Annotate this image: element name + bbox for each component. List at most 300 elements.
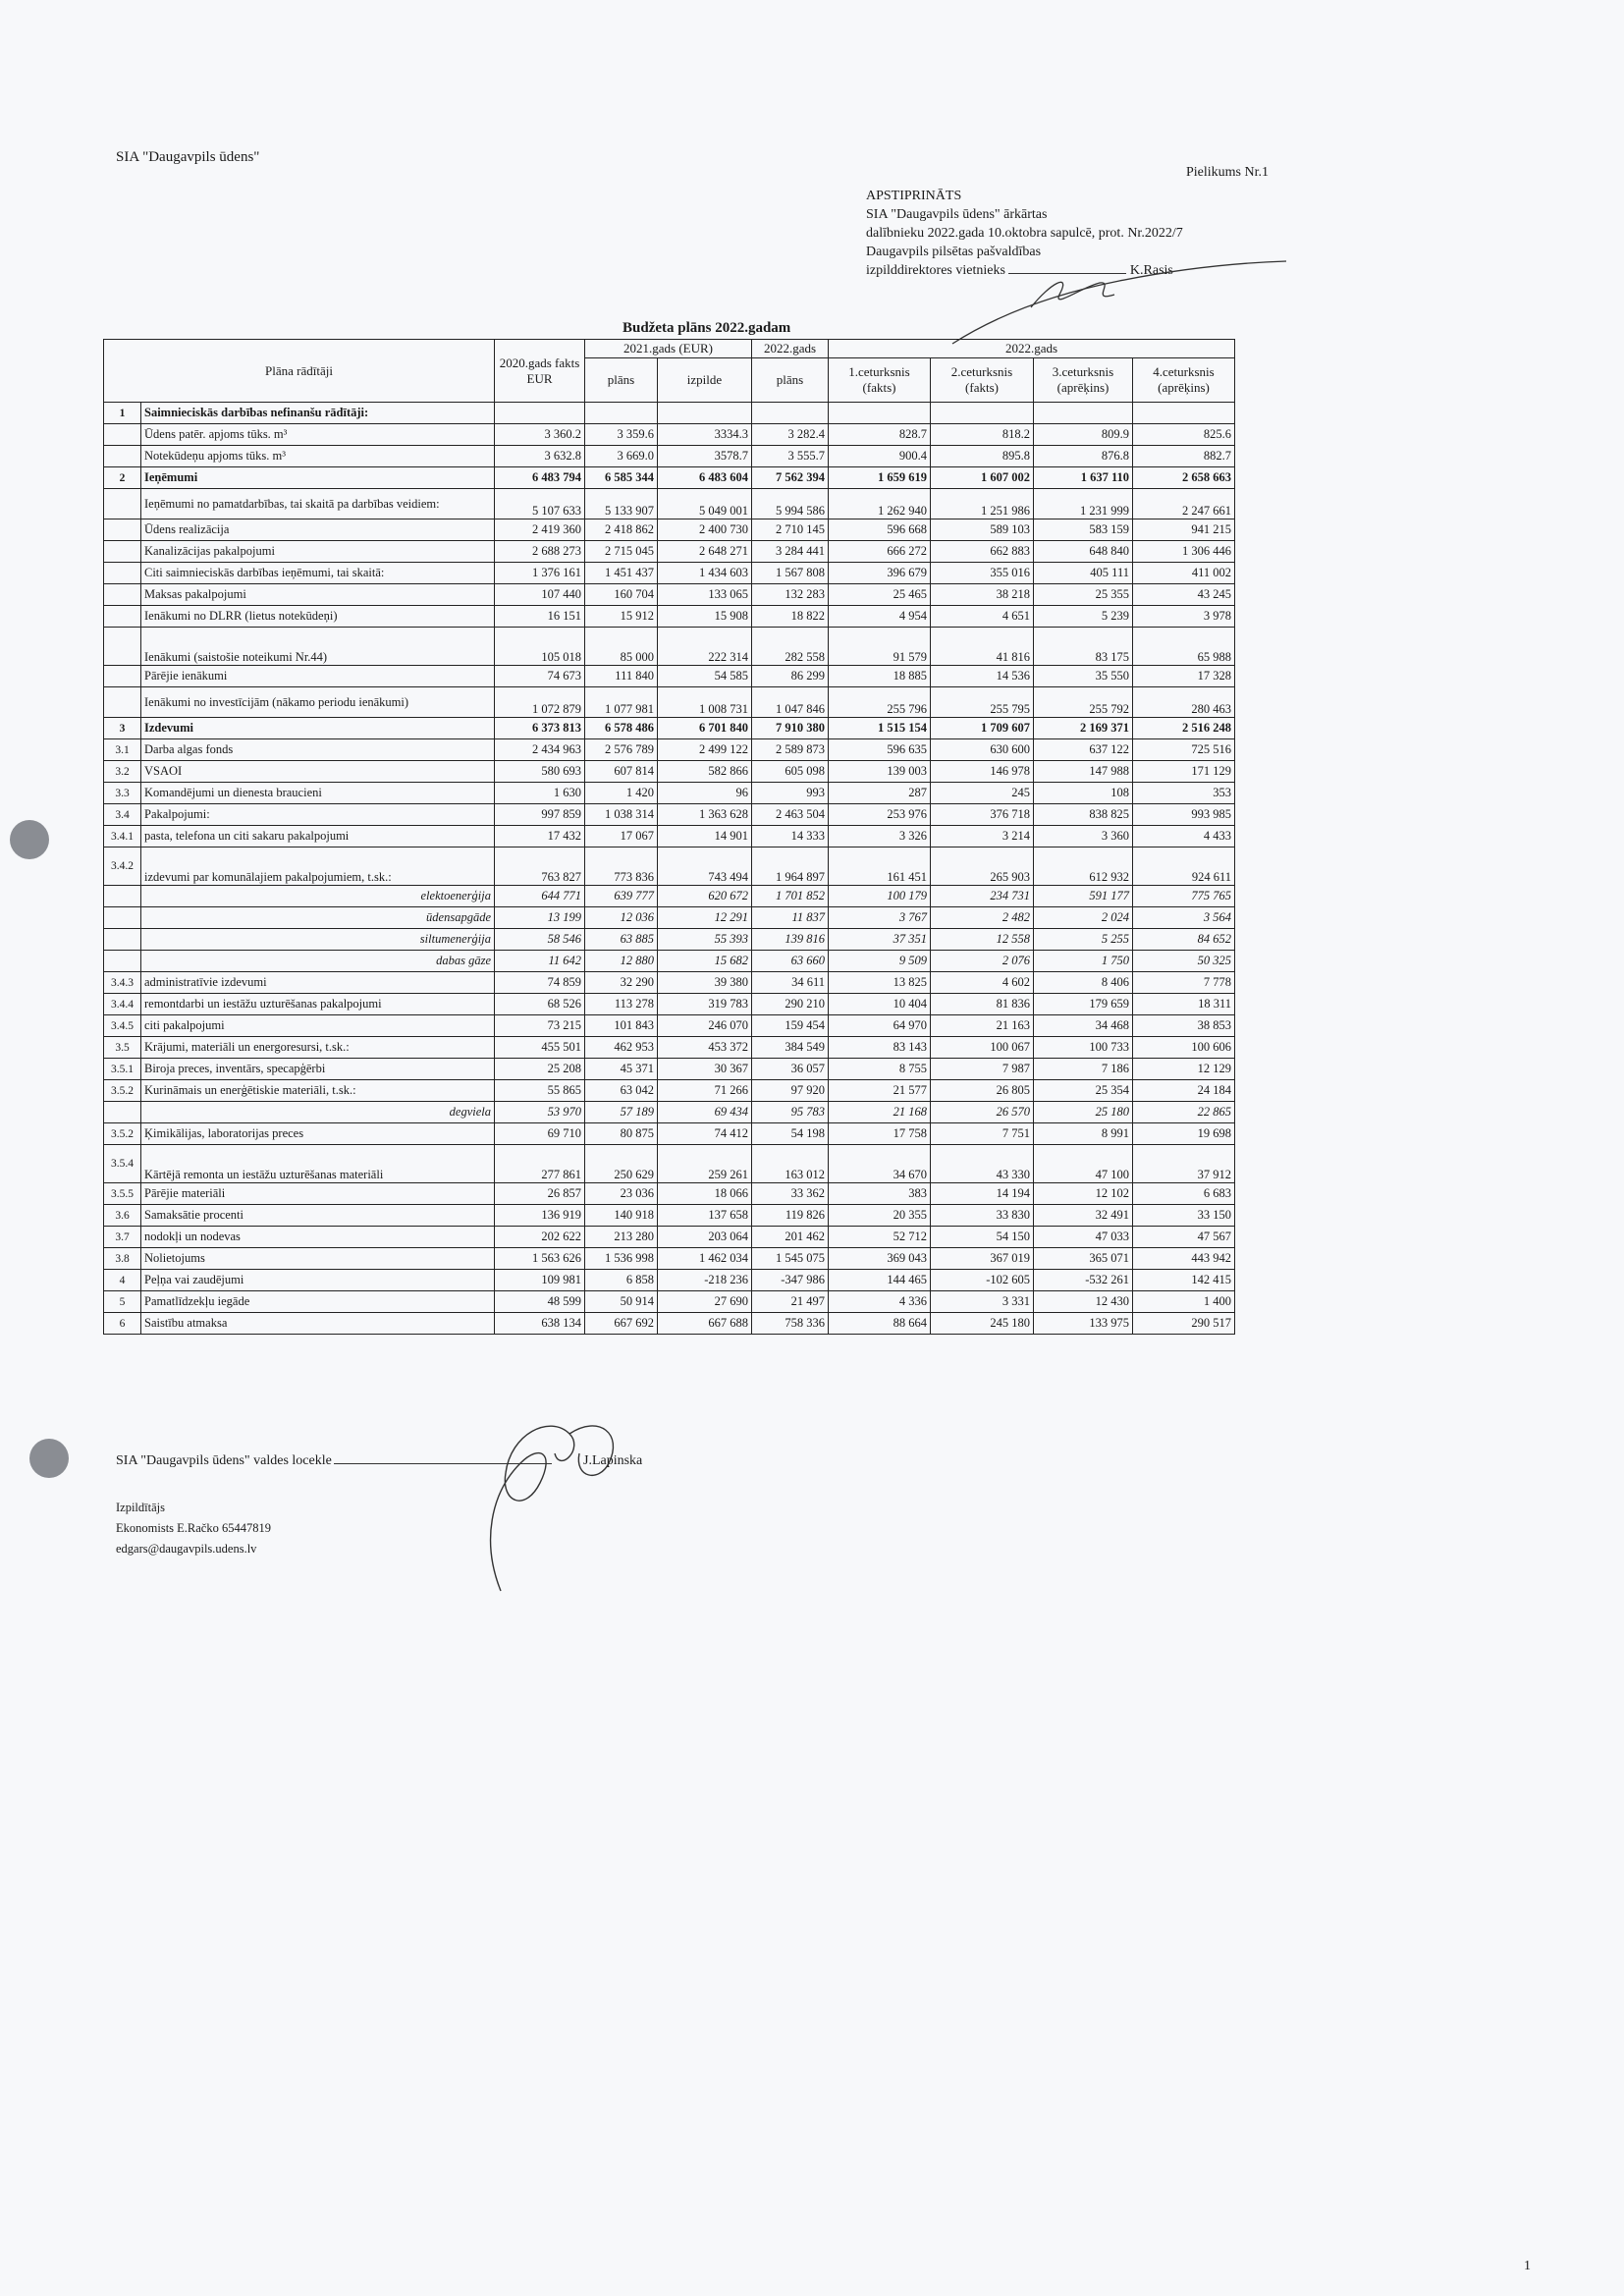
cell-value: 582 866: [658, 761, 752, 783]
cell-value: 644 771: [495, 886, 585, 907]
cell-value: 18 885: [829, 666, 931, 687]
cell-value: 405 111: [1034, 563, 1133, 584]
cell-value: 1 038 314: [585, 804, 658, 826]
cell-value: 763 827: [495, 847, 585, 886]
row-number: 3.7: [104, 1227, 141, 1248]
cell-value: 96: [658, 783, 752, 804]
cell-value: 630 600: [931, 739, 1034, 761]
cell-value: 11 837: [752, 907, 829, 929]
row-number: 3.5: [104, 1037, 141, 1059]
cell-value: 3 555.7: [752, 446, 829, 467]
row-number: [104, 886, 141, 907]
cell-value: 201 462: [752, 1227, 829, 1248]
cell-value: 160 704: [585, 584, 658, 606]
cell-value: 34 670: [829, 1145, 931, 1183]
row-number: [104, 929, 141, 951]
cell-value: 203 064: [658, 1227, 752, 1248]
cell-value: 1 563 626: [495, 1248, 585, 1270]
row-label: Ieņēmumi: [141, 467, 495, 489]
table-row: [104, 1080, 1235, 1102]
row-number: [104, 1102, 141, 1123]
cell-value: 396 679: [829, 563, 931, 584]
cell-value: 45 371: [585, 1059, 658, 1080]
executor-title: Izpildītājs: [116, 1501, 165, 1514]
cell-value: [752, 403, 829, 424]
page-mark: 1: [1524, 2259, 1531, 2273]
cell-value: 36 057: [752, 1059, 829, 1080]
cell-value: 25 355: [1034, 584, 1133, 606]
cell-value: 65 988: [1133, 628, 1235, 666]
cell-value: 290 210: [752, 994, 829, 1015]
approval-signature-mark: [943, 253, 1296, 352]
cell-value: 14 536: [931, 666, 1034, 687]
table-row: [104, 1015, 1235, 1037]
cell-value: 453 372: [658, 1037, 752, 1059]
row-label: nodokļi un nodevas: [141, 1227, 495, 1248]
header-2022-quarters-year: 2022.gads: [829, 340, 1235, 358]
row-label: Pārējie materiāli: [141, 1183, 495, 1205]
cell-value: 11 642: [495, 951, 585, 972]
cell-value: 25 465: [829, 584, 931, 606]
cell-value: 1 567 808: [752, 563, 829, 584]
cell-value: 1 077 981: [585, 687, 658, 718]
cell-value: 2 648 271: [658, 541, 752, 563]
budget-title: Budžeta plāns 2022.gadam: [623, 320, 791, 336]
cell-value: 18 822: [752, 606, 829, 628]
cell-value: -102 605: [931, 1270, 1034, 1291]
row-number: [104, 687, 141, 718]
board-member-name: J.Lapinska: [583, 1453, 643, 1468]
cell-value: 3 331: [931, 1291, 1034, 1313]
cell-value: 773 836: [585, 847, 658, 886]
cell-value: 80 875: [585, 1123, 658, 1145]
cell-value: 55 393: [658, 929, 752, 951]
row-number: 5: [104, 1291, 141, 1313]
cell-value: 455 501: [495, 1037, 585, 1059]
row-label: Krājumi, materiāli un energoresursi, t.sk.:: [141, 1037, 495, 1059]
row-number: [104, 584, 141, 606]
cell-value: 222 314: [658, 628, 752, 666]
cell-value: 63 660: [752, 951, 829, 972]
cell-value: 2 576 789: [585, 739, 658, 761]
row-label: Ienākumi no DLRR (lietus notekūdeņi): [141, 606, 495, 628]
cell-value: 133 065: [658, 584, 752, 606]
board-member-label: SIA "Daugavpils ūdens" valdes locekle: [116, 1453, 332, 1468]
cell-value: 2 419 360: [495, 519, 585, 541]
cell-value: 95 783: [752, 1102, 829, 1123]
cell-value: 63 042: [585, 1080, 658, 1102]
cell-value: 163 012: [752, 1145, 829, 1183]
header-2021: 2021.gads (EUR): [585, 340, 752, 358]
cell-value: 7 910 380: [752, 718, 829, 739]
row-number: [104, 628, 141, 666]
cell-value: 2 710 145: [752, 519, 829, 541]
row-number: 3.1: [104, 739, 141, 761]
row-label: degviela: [141, 1102, 495, 1123]
cell-value: 580 693: [495, 761, 585, 783]
cell-value: 1 545 075: [752, 1248, 829, 1270]
cell-value: 33 362: [752, 1183, 829, 1205]
cell-value: 137 658: [658, 1205, 752, 1227]
row-label: citi pakalpojumi: [141, 1015, 495, 1037]
cell-value: 4 433: [1133, 826, 1235, 847]
cell-value: 74 673: [495, 666, 585, 687]
cell-value: 255 795: [931, 687, 1034, 718]
cell-value: 12 430: [1034, 1291, 1133, 1313]
table-row: [104, 467, 1235, 489]
cell-value: 246 070: [658, 1015, 752, 1037]
cell-value: [931, 403, 1034, 424]
row-label: Saimnieciskās darbības nefinanšu rādītāji:: [141, 403, 495, 424]
cell-value: 25 180: [1034, 1102, 1133, 1123]
cell-value: 4 336: [829, 1291, 931, 1313]
table-row: [104, 994, 1235, 1015]
cell-value: 100 179: [829, 886, 931, 907]
cell-value: 63 885: [585, 929, 658, 951]
cell-value: 97 920: [752, 1080, 829, 1102]
header-2020: 2020.gads fakts EUR: [495, 340, 585, 403]
cell-value: 12 558: [931, 929, 1034, 951]
cell-value: 2 589 873: [752, 739, 829, 761]
cell-value: 280 463: [1133, 687, 1235, 718]
row-label: Pamatlīdzekļu iegāde: [141, 1291, 495, 1313]
cell-value: 21 577: [829, 1080, 931, 1102]
cell-value: 81 836: [931, 994, 1034, 1015]
cell-value: 2 434 963: [495, 739, 585, 761]
cell-value: 14 901: [658, 826, 752, 847]
table-row: [104, 886, 1235, 907]
cell-value: 775 765: [1133, 886, 1235, 907]
executor-contact: Ekonomists E.Račko 65447819: [116, 1521, 271, 1535]
cell-value: 758 336: [752, 1313, 829, 1335]
punch-hole: [29, 1439, 69, 1478]
cell-value: 171 129: [1133, 761, 1235, 783]
table-row: [104, 424, 1235, 446]
cell-value: 50 325: [1133, 951, 1235, 972]
cell-value: 605 098: [752, 761, 829, 783]
cell-value: 287: [829, 783, 931, 804]
row-label: Notekūdeņu apjoms tūks. m³: [141, 446, 495, 467]
cell-value: 583 159: [1034, 519, 1133, 541]
cell-value: 9 509: [829, 951, 931, 972]
table-row: [104, 1183, 1235, 1205]
cell-value: 86 299: [752, 666, 829, 687]
cell-value: 85 000: [585, 628, 658, 666]
cell-value: 667 692: [585, 1313, 658, 1335]
cell-value: 3334.3: [658, 424, 752, 446]
table-row: [104, 687, 1235, 718]
cell-value: 39 380: [658, 972, 752, 994]
row-number: 3.4.4: [104, 994, 141, 1015]
header-2022-plan-year: 2022.gads: [752, 340, 829, 358]
cell-value: 462 953: [585, 1037, 658, 1059]
cell-value: 22 865: [1133, 1102, 1235, 1123]
cell-value: 993: [752, 783, 829, 804]
cell-value: 1 434 603: [658, 563, 752, 584]
cell-value: [495, 403, 585, 424]
table-row: [104, 1123, 1235, 1145]
cell-value: 47 033: [1034, 1227, 1133, 1248]
cell-value: 161 451: [829, 847, 931, 886]
cell-value: 139 816: [752, 929, 829, 951]
cell-value: 159 454: [752, 1015, 829, 1037]
table-row: [104, 403, 1235, 424]
cell-value: 140 918: [585, 1205, 658, 1227]
cell-value: 369 043: [829, 1248, 931, 1270]
row-number: 4: [104, 1270, 141, 1291]
cell-value: 8 991: [1034, 1123, 1133, 1145]
table-row: [104, 826, 1235, 847]
cell-value: 376 718: [931, 804, 1034, 826]
row-number: 3.4: [104, 804, 141, 826]
row-number: 3.5.5: [104, 1183, 141, 1205]
cell-value: 19 698: [1133, 1123, 1235, 1145]
cell-value: 74 859: [495, 972, 585, 994]
row-label: Maksas pakalpojumi: [141, 584, 495, 606]
cell-value: 3 669.0: [585, 446, 658, 467]
cell-value: 34 611: [752, 972, 829, 994]
cell-value: 54 585: [658, 666, 752, 687]
table-row: [104, 1205, 1235, 1227]
row-number: 3.3: [104, 783, 141, 804]
cell-value: 47 100: [1034, 1145, 1133, 1183]
cell-value: 253 976: [829, 804, 931, 826]
cell-value: 245: [931, 783, 1034, 804]
cell-value: 17 432: [495, 826, 585, 847]
row-number: [104, 951, 141, 972]
cell-value: 3 214: [931, 826, 1034, 847]
cell-value: 596 668: [829, 519, 931, 541]
cell-value: 2 516 248: [1133, 718, 1235, 739]
row-number: [104, 446, 141, 467]
row-label: Komandējumi un dienesta braucieni: [141, 783, 495, 804]
cell-value: 12 102: [1034, 1183, 1133, 1205]
cell-value: 589 103: [931, 519, 1034, 541]
cell-value: 637 122: [1034, 739, 1133, 761]
cell-value: 250 629: [585, 1145, 658, 1183]
budget-table-body: [104, 403, 1235, 1335]
row-label: dabas gāze: [141, 951, 495, 972]
cell-value: 146 978: [931, 761, 1034, 783]
table-row: [104, 929, 1235, 951]
cell-value: 26 570: [931, 1102, 1034, 1123]
cell-value: 259 261: [658, 1145, 752, 1183]
cell-value: 17 067: [585, 826, 658, 847]
cell-value: 25 354: [1034, 1080, 1133, 1102]
row-number: [104, 907, 141, 929]
appendix-label: Pielikums Nr.1: [1186, 165, 1270, 180]
cell-value: 838 825: [1034, 804, 1133, 826]
cell-value: 10 404: [829, 994, 931, 1015]
row-label: Citi saimnieciskās darbības ieņēmumi, tai skaitā:: [141, 563, 495, 584]
table-row: [104, 1270, 1235, 1291]
approval-line: SIA "Daugavpils ūdens" ārkārtas: [866, 207, 1048, 222]
cell-value: 1 709 607: [931, 718, 1034, 739]
cell-value: 64 970: [829, 1015, 931, 1037]
cell-value: 91 579: [829, 628, 931, 666]
table-row: [104, 1145, 1235, 1183]
cell-value: 638 134: [495, 1313, 585, 1335]
cell-value: 1 376 161: [495, 563, 585, 584]
cell-value: 52 712: [829, 1227, 931, 1248]
table-row: [104, 446, 1235, 467]
cell-value: 648 840: [1034, 541, 1133, 563]
cell-value: 101 843: [585, 1015, 658, 1037]
cell-value: 37 912: [1133, 1145, 1235, 1183]
cell-value: 882.7: [1133, 446, 1235, 467]
cell-value: 667 688: [658, 1313, 752, 1335]
cell-value: 4 602: [931, 972, 1034, 994]
row-label: Ieņēmumi no pamatdarbības, tai skaitā pa darbības veidiem:: [141, 489, 495, 519]
cell-value: 2 076: [931, 951, 1034, 972]
cell-value: 202 622: [495, 1227, 585, 1248]
cell-value: 1 420: [585, 783, 658, 804]
table-row: [104, 584, 1235, 606]
cell-value: 71 266: [658, 1080, 752, 1102]
cell-value: 993 985: [1133, 804, 1235, 826]
row-label: Saistību atmaksa: [141, 1313, 495, 1335]
cell-value: -218 236: [658, 1270, 752, 1291]
table-row: [104, 628, 1235, 666]
cell-value: 234 731: [931, 886, 1034, 907]
cell-value: 900.4: [829, 446, 931, 467]
cell-value: 47 567: [1133, 1227, 1235, 1248]
cell-value: 119 826: [752, 1205, 829, 1227]
row-number: 6: [104, 1313, 141, 1335]
cell-value: 14 194: [931, 1183, 1034, 1205]
cell-value: 69 710: [495, 1123, 585, 1145]
cell-value: 58 546: [495, 929, 585, 951]
cell-value: 38 218: [931, 584, 1034, 606]
cell-value: 876.8: [1034, 446, 1133, 467]
cell-value: 255 792: [1034, 687, 1133, 718]
cell-value: 53 970: [495, 1102, 585, 1123]
cell-value: 43 330: [931, 1145, 1034, 1183]
table-row: [104, 804, 1235, 826]
cell-value: 282 558: [752, 628, 829, 666]
cell-value: 5 255: [1034, 929, 1133, 951]
cell-value: 43 245: [1133, 584, 1235, 606]
cell-value: 265 903: [931, 847, 1034, 886]
cell-value: 5 133 907: [585, 489, 658, 519]
cell-value: 809.9: [1034, 424, 1133, 446]
cell-value: 7 987: [931, 1059, 1034, 1080]
cell-value: 828.7: [829, 424, 931, 446]
row-number: 3: [104, 718, 141, 739]
cell-value: 12 291: [658, 907, 752, 929]
header-indicator: Plāna rādītāji: [104, 340, 495, 403]
row-label: Kanalizācijas pakalpojumi: [141, 541, 495, 563]
row-label: Samaksātie procenti: [141, 1205, 495, 1227]
cell-value: 319 783: [658, 994, 752, 1015]
table-row: [104, 489, 1235, 519]
cell-value: 662 883: [931, 541, 1034, 563]
executor-email: edgars@daugavpils.udens.lv: [116, 1542, 257, 1556]
row-label: Darba algas fonds: [141, 739, 495, 761]
cell-value: 15 912: [585, 606, 658, 628]
table-row: [104, 1037, 1235, 1059]
cell-value: 3 632.8: [495, 446, 585, 467]
row-label: Pakalpojumi:: [141, 804, 495, 826]
cell-value: 725 516: [1133, 739, 1235, 761]
row-label: pasta, telefona un citi sakaru pakalpojumi: [141, 826, 495, 847]
budget-table: [103, 339, 1235, 1335]
table-row: [104, 972, 1235, 994]
row-label: VSAOI: [141, 761, 495, 783]
cell-value: 5 049 001: [658, 489, 752, 519]
cell-value: 147 988: [1034, 761, 1133, 783]
cell-value: 1 072 879: [495, 687, 585, 718]
cell-value: 2 247 661: [1133, 489, 1235, 519]
cell-value: 1 047 846: [752, 687, 829, 718]
cell-value: 895.8: [931, 446, 1034, 467]
cell-value: 1 400: [1133, 1291, 1235, 1313]
cell-value: 12 880: [585, 951, 658, 972]
cell-value: 27 690: [658, 1291, 752, 1313]
cell-value: 16 151: [495, 606, 585, 628]
cell-value: 100 733: [1034, 1037, 1133, 1059]
cell-value: 26 857: [495, 1183, 585, 1205]
row-number: [104, 666, 141, 687]
header-q2: 2.ceturksnis (fakts): [931, 358, 1034, 403]
board-member-signature-mark: [461, 1394, 638, 1601]
row-number: [104, 541, 141, 563]
table-row: [104, 1248, 1235, 1270]
row-number: 1: [104, 403, 141, 424]
cell-value: 1 363 628: [658, 804, 752, 826]
cell-value: 1 451 437: [585, 563, 658, 584]
cell-value: 2 024: [1034, 907, 1133, 929]
cell-value: 3 564: [1133, 907, 1235, 929]
row-number: 3.6: [104, 1205, 141, 1227]
cell-value: 4 954: [829, 606, 931, 628]
cell-value: 1 659 619: [829, 467, 931, 489]
header-q1: 1.ceturksnis (fakts): [829, 358, 931, 403]
cell-value: 213 280: [585, 1227, 658, 1248]
table-row: [104, 666, 1235, 687]
header-2021-plan: plāns: [585, 358, 658, 403]
row-label: Ienākumi no investīcijām (nākamo periodu ienākumi): [141, 687, 495, 718]
cell-value: -347 986: [752, 1270, 829, 1291]
cell-value: 55 865: [495, 1080, 585, 1102]
row-number: [104, 489, 141, 519]
row-label: remontdarbi un iestāžu uzturēšanas pakalpojumi: [141, 994, 495, 1015]
cell-value: 7 751: [931, 1123, 1034, 1145]
cell-value: 133 975: [1034, 1313, 1133, 1335]
row-number: 3.8: [104, 1248, 141, 1270]
cell-value: 1 306 446: [1133, 541, 1235, 563]
cell-value: 612 932: [1034, 847, 1133, 886]
cell-value: 50 914: [585, 1291, 658, 1313]
cell-value: 997 859: [495, 804, 585, 826]
cell-value: 74 412: [658, 1123, 752, 1145]
row-label: Ienākumi (saistošie noteikumi Nr.44): [141, 628, 495, 666]
cell-value: 15 682: [658, 951, 752, 972]
cell-value: 32 491: [1034, 1205, 1133, 1227]
row-label: Izdevumi: [141, 718, 495, 739]
cell-value: [829, 403, 931, 424]
cell-value: 38 853: [1133, 1015, 1235, 1037]
cell-value: 107 440: [495, 584, 585, 606]
cell-value: 13 199: [495, 907, 585, 929]
table-row: [104, 541, 1235, 563]
cell-value: 3 359.6: [585, 424, 658, 446]
cell-value: 32 290: [585, 972, 658, 994]
row-label: Biroja preces, inventārs, specapģērbi: [141, 1059, 495, 1080]
cell-value: 1 750: [1034, 951, 1133, 972]
header-q3: 3.ceturksnis (aprēķins): [1034, 358, 1133, 403]
cell-value: 384 549: [752, 1037, 829, 1059]
